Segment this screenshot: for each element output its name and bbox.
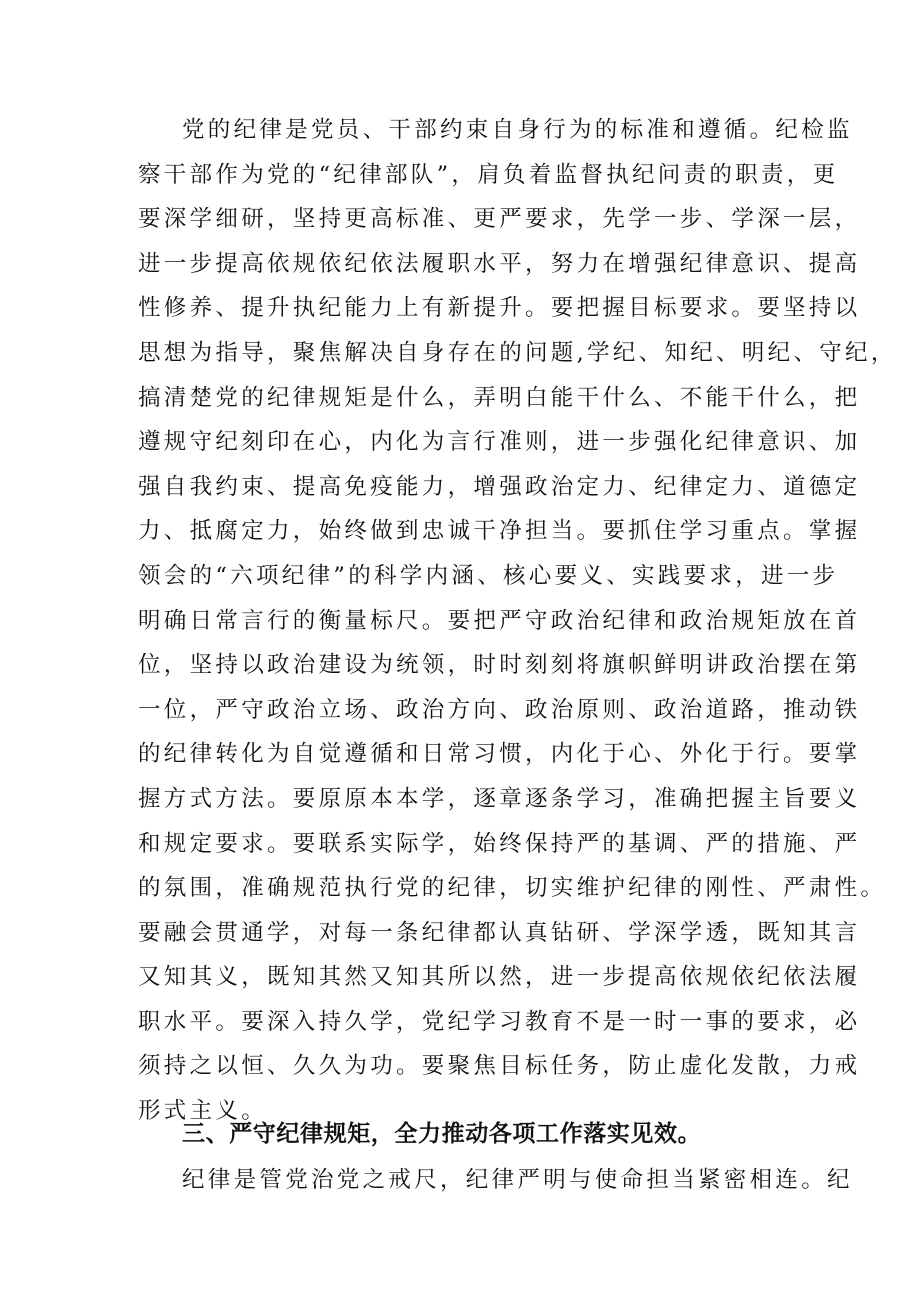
paragraph-line: 的氛围，准确规范执行党的纪律，切实维护纪律的刚性、严肃性。: [138, 875, 887, 902]
paragraph-line: 一位，严守政治立场、政治方向、政治原则、政治道路，推动铁: [138, 696, 861, 723]
paragraph-line: 遵规守纪刻印在心，内化为言行准则，进一步强化纪律意识、加: [138, 429, 861, 456]
paragraph-line: 位，坚持以政治建设为统领，时时刻刻将旗帜鲜明讲政治摆在第: [138, 652, 861, 679]
paragraph-line: 明确日常言行的衡量标尺。要把严守政治纪律和政治规矩放在首: [138, 607, 861, 634]
paragraph-line: 思想为指导，聚焦解决自身存在的问题,学纪、知纪、明纪、守纪，: [138, 339, 897, 366]
section-heading: 三、严守纪律规矩，全力推动各项工作落实见效。: [182, 1121, 702, 1147]
paragraph-line: 须持之以恒、久久为功。要聚焦目标任务，防止虚化发散，力戒: [138, 1053, 861, 1080]
paragraph-line: 强自我约束、提高免疫能力，增强政治定力、纪律定力、道德定: [138, 473, 861, 500]
paragraph-line: 握方式方法。要原原本本学，逐章逐条学习，准确把握主旨要义: [138, 785, 861, 812]
paragraph-line: 进一步提高依规依纪依法履职水平，努力在增强纪律意识、提高: [138, 250, 861, 277]
next-paragraph-first-line: 纪律是管党治党之戒尺，纪律严明与使命担当紧密相连。纪: [182, 1167, 853, 1193]
paragraph-line: 力、抵腐定力，始终做到忠诚干净担当。要抓住学习重点。掌握: [138, 518, 861, 545]
paragraph-line: 形式主义。: [138, 1098, 268, 1125]
paragraph-line: 和规定要求。要联系实际学，始终保持严的基调、严的措施、严: [138, 830, 861, 857]
paragraph-line: 性修养、提升执纪能力上有新提升。要把握目标要求。要坚持以: [138, 295, 861, 322]
paragraph-line: 党的纪律是党员、干部约束自身行为的标准和遵循。纪检监: [182, 117, 853, 143]
paragraph-line: 搞清楚党的纪律规矩是什么，弄明白能干什么、不能干什么，把: [138, 384, 861, 411]
paragraph-line: 的纪律转化为自觉遵循和日常习惯，内化于心、外化于行。要掌: [138, 741, 861, 768]
paragraph-line: 察干部作为党的“纪律部队”，肩负着监督执纪问责的职责，更: [138, 161, 839, 188]
paragraph-discipline-study: [138, 108, 897, 1134]
paragraph-line: 领会的“六项纪律”的科学内涵、核心要义、实践要求，进一步: [138, 562, 839, 589]
paragraph-line: 职水平。要深入持久学，党纪学习教育不是一时一事的要求，必: [138, 1008, 861, 1035]
paragraph-line: 又知其义，既知其然又知其所以然，进一步提高依规依纪依法履: [138, 964, 861, 991]
paragraph-line: 要融会贯通学，对每一条纪律都认真钻研、学深学透，既知其言: [138, 919, 861, 946]
paragraph-line: 要深学细研，坚持更高标准、更严要求，先学一步、学深一层，: [138, 206, 861, 233]
